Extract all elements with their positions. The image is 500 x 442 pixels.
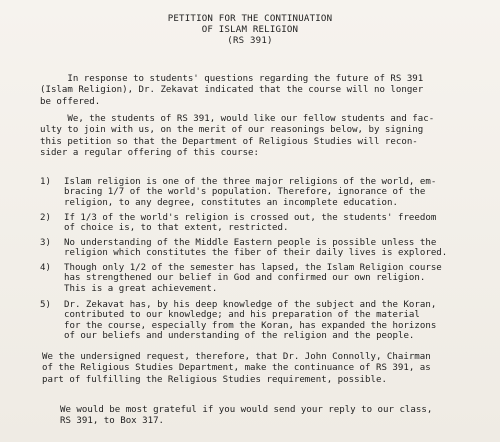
text-line: of the Religious Studies Department, make the continuance of RS 391, as (42, 363, 431, 374)
text-line: Dr. Zekavat has, by his deep knowledge of the subject and the Koran, (64, 300, 437, 310)
text-line: This is a great achievement. (64, 283, 218, 294)
closing-paragraph (60, 405, 496, 428)
text-line: We would be most grateful if you would send your reply to our class, (60, 405, 433, 415)
text-line: religion which constitutes the fiber of their daily lives is explored. (64, 248, 448, 259)
reason-item (40, 263, 442, 294)
statement-paragraph (40, 114, 476, 160)
text-line: If 1/3 of the world's religion is crossed out, the students' freedom (64, 213, 437, 223)
text-line: of our beliefs and understanding of the religion and the people. (64, 331, 415, 342)
item-number: 4) (40, 263, 51, 273)
text-line: RS 391, to Box 317. (60, 416, 165, 427)
text-line: contributed to our knowledge; and his preparation of the material (64, 310, 420, 321)
text-line: this petition so that the Department of Religious Studies will recon- (40, 136, 418, 147)
text-line: In response to students' questions regarding the future of RS 391 (40, 74, 424, 84)
text-line: of choice is, to that extent, restricted. (64, 223, 289, 234)
request-paragraph (42, 352, 478, 386)
title-line: OF ISLAM RELIGION (201, 25, 299, 35)
reason-item (40, 177, 436, 208)
text-line: religion, to any degree, constitutes an incomplete education. (64, 197, 398, 208)
text-line: for the course, especially from the Koran, has expanded the horizons (64, 320, 437, 331)
document-title (0, 14, 500, 47)
text-line: Though only 1/2 of the semester has lapsed, the Islam Religion course (64, 263, 442, 273)
text-line: part of fulfilling the Religious Studies requirement, possible. (42, 374, 387, 385)
text-line: sider a regular offering of this course: (40, 148, 259, 159)
intro-paragraph (40, 74, 476, 108)
text-line: No understanding of the Middle Eastern people is possible unless the (64, 238, 437, 248)
item-number: 5) (40, 300, 51, 310)
item-number: 2) (40, 213, 51, 223)
text-line: has strengthened our belief in God and confirmed our own religion. (64, 273, 426, 284)
text-line: be offered. (40, 96, 101, 107)
text-line: bracing 1/7 of the world's population. Therefore, ignorance of the (64, 187, 426, 198)
reason-item (40, 238, 447, 259)
text-line: Islam religion is one of the three major religions of the world, em- (64, 177, 437, 187)
text-line: ulty to join with us, on the merit of our reasonings below, by signing (40, 125, 424, 136)
text-line: (Islam Religion), Dr. Zekavat indicated that the course will no longer (40, 85, 424, 96)
reason-item (40, 213, 436, 234)
title-line: (RS 391) (227, 36, 273, 46)
title-line: PETITION FOR THE CONTINUATION (167, 14, 333, 24)
item-number: 1) (40, 177, 51, 187)
reason-item (40, 300, 436, 342)
item-number: 3) (40, 238, 51, 248)
text-line: We, the students of RS 391, would like our fellow students and fac- (40, 114, 435, 124)
text-line: We the undersigned request, therefore, that Dr. John Connolly, Chairman (42, 352, 431, 362)
